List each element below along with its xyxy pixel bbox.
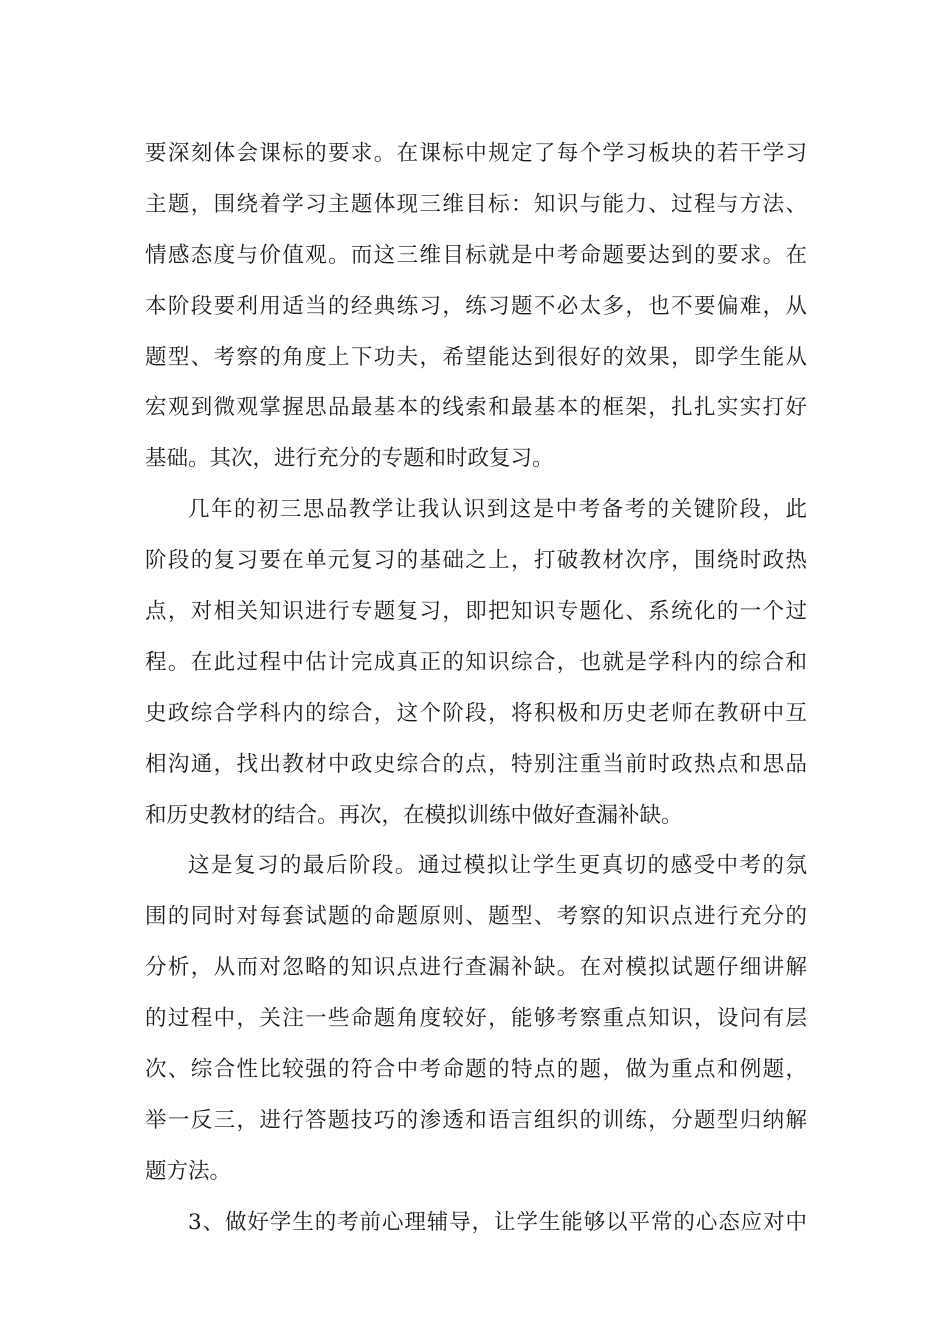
text-line: 几年的初三思品教学让我认识到这是中考备考的关键阶段，此 bbox=[188, 497, 807, 523]
text-line: 基础。其次，进行充分的专题和时政复习。 bbox=[145, 446, 554, 472]
text-line: 相沟通，找出教材中政史综合的点，特别注重当前时政热点和思品 bbox=[145, 751, 807, 777]
text-line: 阶段的复习要在单元复习的基础之上，打破教材次序，围绕时政热 bbox=[145, 548, 807, 574]
text-line: 要深刻体会课标的要求。在课标中规定了每个学习板块的若干学习 bbox=[145, 141, 807, 166]
text-line: 围的同时对每套试题的命题原则、题型、考察的知识点进行充分的 bbox=[145, 904, 807, 930]
text-line: 题方法。 bbox=[145, 1158, 232, 1184]
text-line: 和历史教材的结合。再次，在模拟训练中做好查漏补缺。 bbox=[145, 802, 683, 828]
text-line: 程。在此过程中估计完成真正的知识综合，也就是学科内的综合和 bbox=[145, 649, 807, 675]
text-line: 本阶段要利用适当的经典练习，练习题不必太多，也不要偏难，从 bbox=[145, 293, 807, 319]
text-line: 点，对相关知识进行专题复习，即把知识专题化、系统化的一个过 bbox=[145, 599, 807, 625]
document-body bbox=[145, 129, 807, 1249]
text-line: 举一反三，进行答题技巧的渗透和语言组织的训练，分题型归纳解 bbox=[145, 1107, 807, 1133]
text-line: 这是复习的最后阶段。通过模拟让学生更真切的感受中考的氛 bbox=[188, 853, 807, 879]
text-line: 分析，从而对忽略的知识点进行查漏补缺。在对模拟试题仔细讲解 bbox=[145, 955, 807, 981]
text-line: 的过程中，关注一些命题角度较好，能够考察重点知识，设问有层 bbox=[145, 1006, 807, 1032]
text-line: 史政综合学科内的综合，这个阶段，将积极和历史老师在教研中互 bbox=[145, 700, 807, 726]
text-line: 3、做好学生的考前心理辅导，让学生能够以平常的心态应对中 bbox=[188, 1209, 807, 1235]
text-line: 主题，围绕着学习主题体现三维目标：知识与能力、过程与方法、 bbox=[145, 191, 807, 217]
text-line: 次、综合性比较强的符合中考命题的特点的题，做为重点和例题， bbox=[145, 1057, 807, 1083]
text-line: 情感态度与价值观。而这三维目标就是中考命题要达到的要求。在 bbox=[145, 242, 807, 268]
text-line: 宏观到微观掌握思品最基本的线索和最基本的框架，扎扎实实打好 bbox=[145, 395, 807, 421]
text-line: 题型、考察的角度上下功夫，希望能达到很好的效果，即学生能从 bbox=[145, 344, 807, 370]
